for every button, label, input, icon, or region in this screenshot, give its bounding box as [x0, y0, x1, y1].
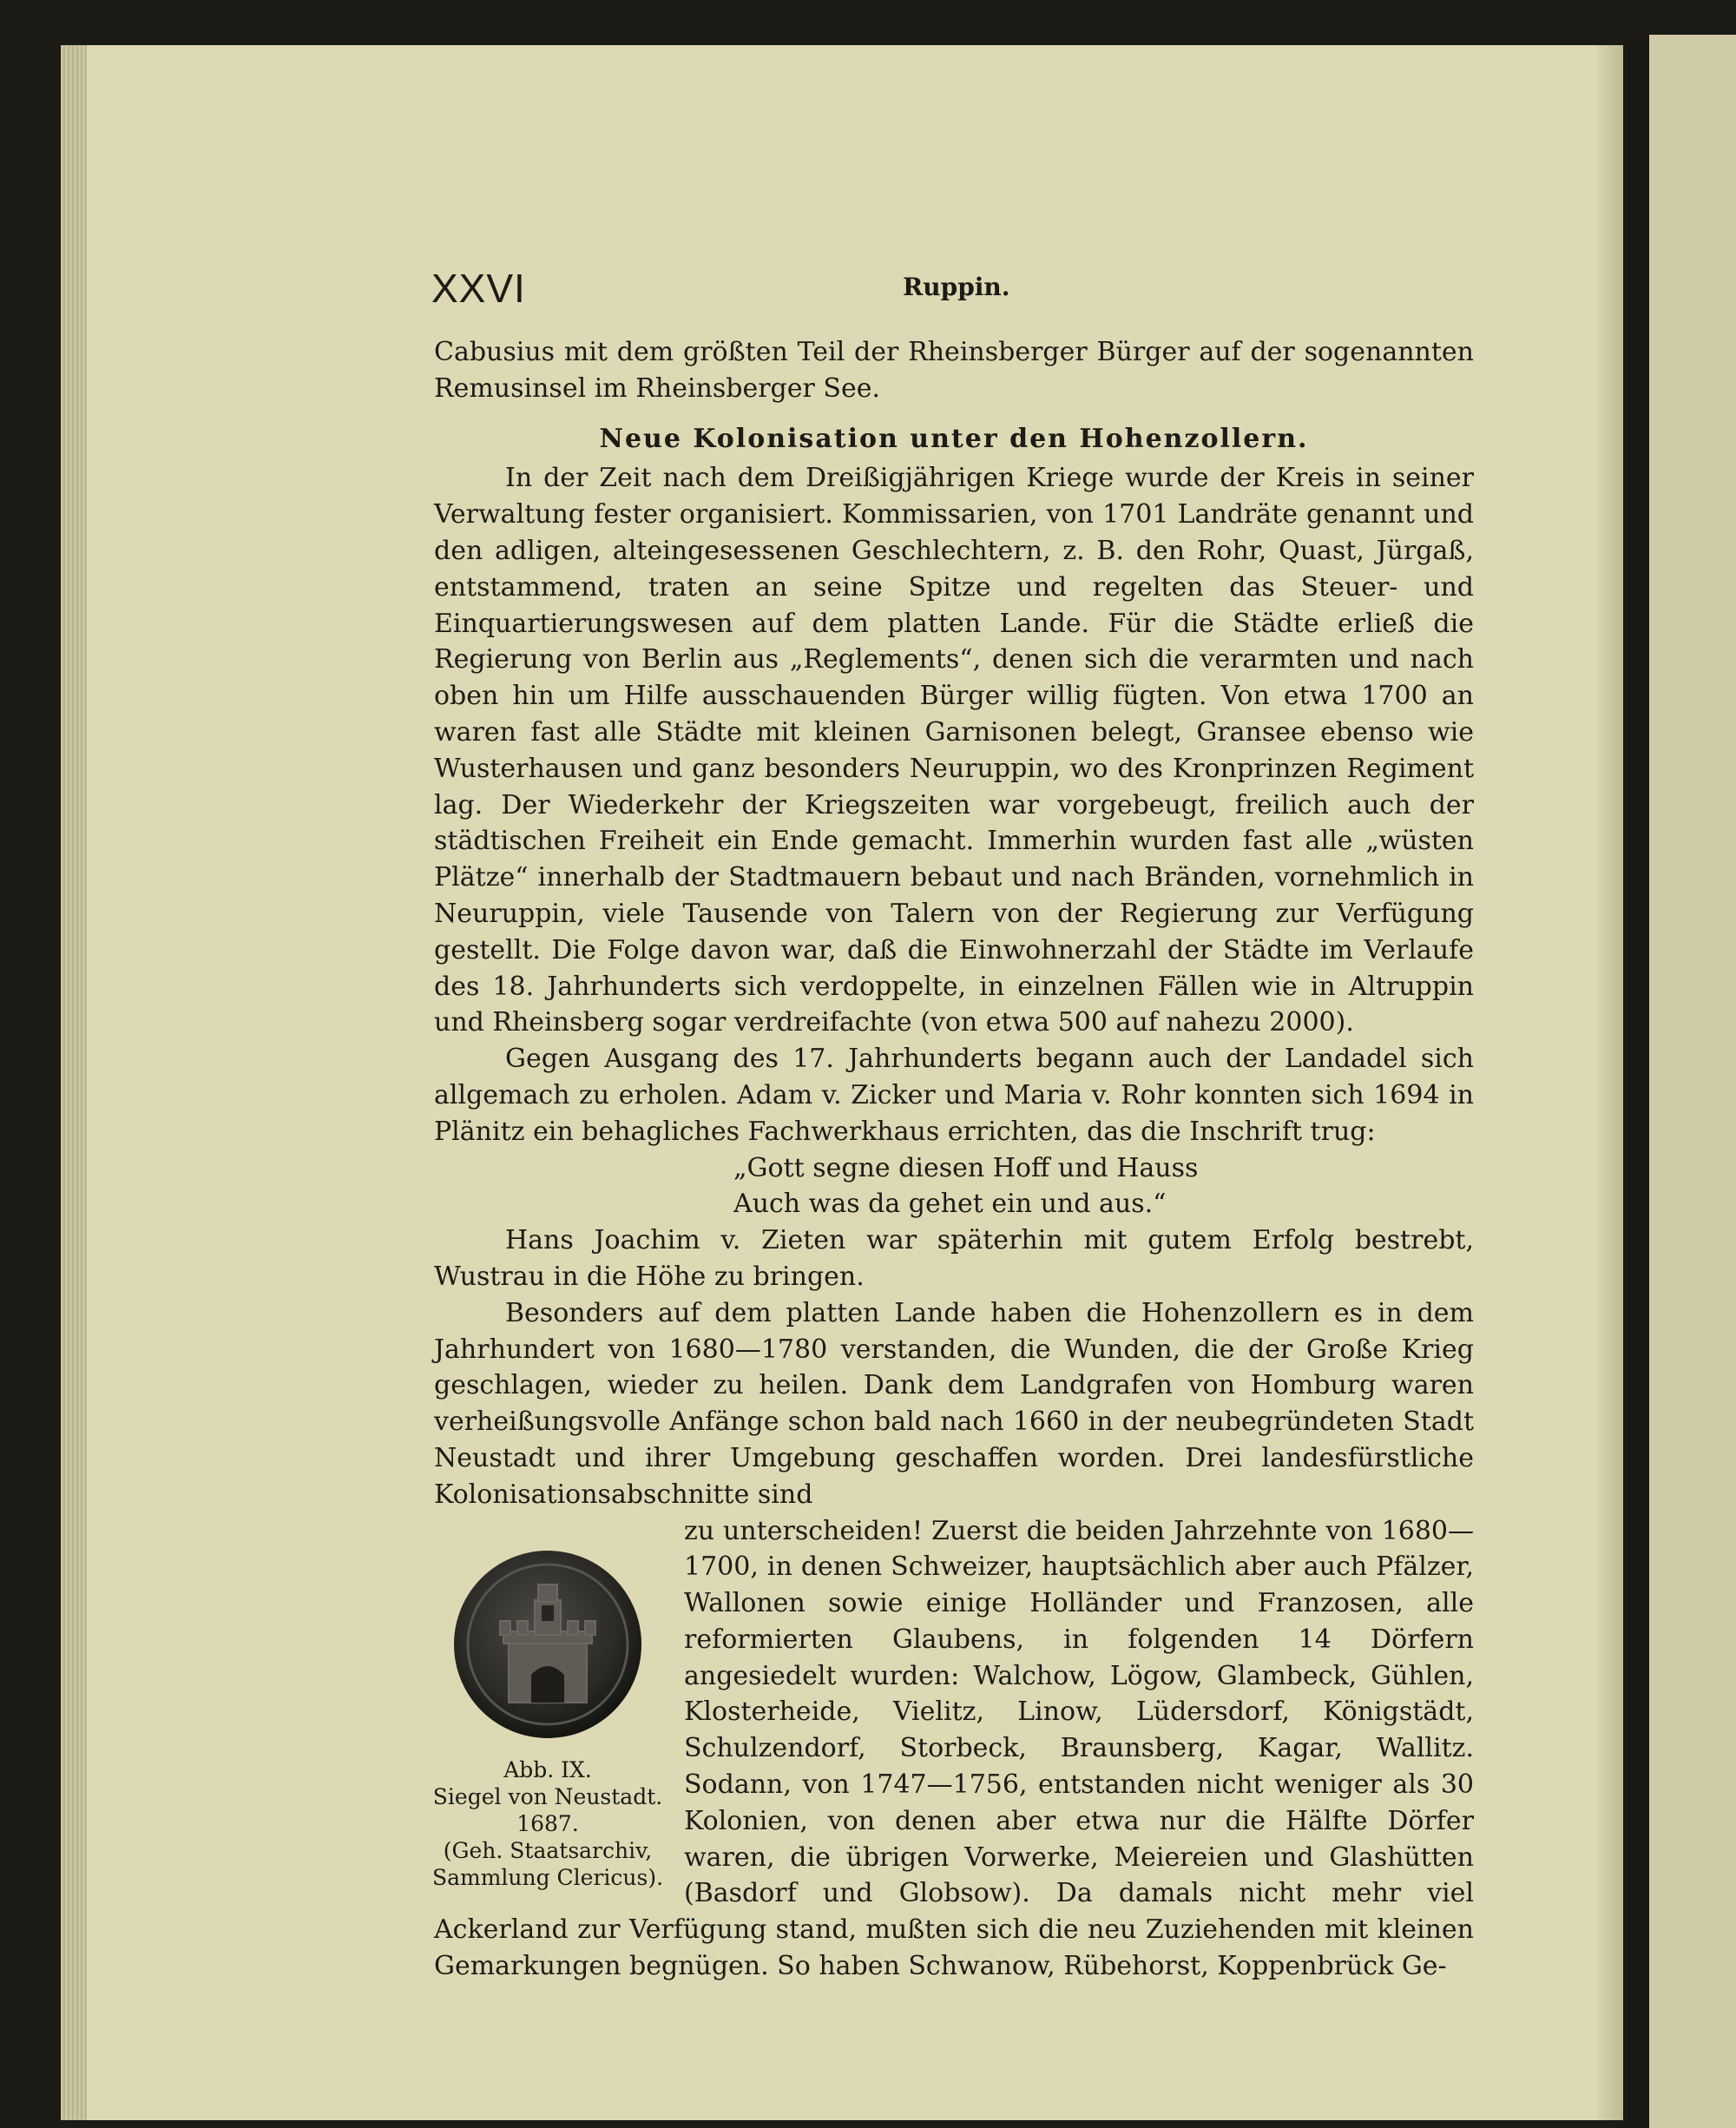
seal-image [451, 1548, 644, 1741]
paragraph: Hans Joachim v. Zieten war späterhin mit gutem Erfolg bestrebt, Wustrau in die Höhe zu bringen. [434, 1225, 1474, 1292]
figure-caption: Siegel von Neustadt. [432, 1783, 663, 1809]
page-body [431, 334, 1474, 1985]
paragraph-wrapped: zu unterscheiden! Zuerst die beiden Jahrzehnte von 1680—1700, in denen Schweizer, hauptsächlich aber auch Pfälzer, Wallonen sowie einige Holländer und Franzosen, alle reformierten Glaubens, in folgenden 14 Dörfern angesiedelt wurden: Walchow, Lögow, Glambeck, Gühlen, Klosterheide, Vielitz, Linow, Lüdersdorf, Königstädt, Schulzendorf, Storbeck, Braunsberg, Kagar, Wallitz. Sodann, von 1747—1756, entstanden nicht weniger als 30 Kolonien, von denen aber etwa nur die Hälfte Dörfer waren, die übrigen Vorwerke, Meiereien und Glashütten (Basdorf und Globsow). Da damals nicht mehr viel Ackerland zur Verfügung stand, mußten sich die neu Zuziehenden mit kleinen Gemarkungen begnügen. So haben Schwanow, Rübehorst, Koppenbrück Ge- [434, 1515, 1474, 1982]
figure-source: Sammlung Clericus). [431, 1864, 664, 1890]
facing-page-edge [1623, 35, 1736, 2128]
paragraph: Gegen Ausgang des 17. Jahrhunderts begann auch der Landadel sich allgemach zu erholen. Adam v. Zicker und Maria v. Rohr konnten sich 1694 in Plänitz ein behagliches Fachwerkhaus errichten, das die Inschrift trug: [434, 1044, 1474, 1147]
inscription-line: „Gott segne diesen Hoff und Hauss [733, 1152, 1199, 1183]
page-number: XXVI [431, 266, 526, 311]
inscription-line: Auch was da gehet ein und aus.“ [733, 1189, 1167, 1220]
section-heading: Neue Kolonisation unter den Hohenzollern. [599, 423, 1309, 454]
figure-seal [431, 1513, 665, 1891]
paragraph: Besonders auf dem platten Lande haben die Hohenzollern es in dem Jahrhundert von 1680—1780 verstanden, die Wunden, die der Große Krieg geschlagen, wieder zu heilen. Dank dem Landgrafen von Homburg waren verheißungsvolle Anfänge schon bald nach 1660 in der neubegründeten Stadt Neustadt und ihrer Umgebung geschaffen worden. Drei landesfürstliche Kolonisationsabschnitte sind [434, 1297, 1474, 1510]
figure-label: Abb. IX. [503, 1756, 592, 1782]
figure-date: 1687. [516, 1810, 579, 1836]
running-title: Ruppin. [903, 273, 1010, 301]
book-gutter [1597, 45, 1623, 2120]
figure-source: (Geh. Staatsarchiv, [443, 1837, 653, 1863]
paragraph: In der Zeit nach dem Dreißigjährigen Kriege wurde der Kreis in seiner Verwaltung fester organisiert. Kommissarien, von 1701 Landräte genannt und den adligen, alteingesessenen Geschlechtern, z. B. den Rohr, Quast, Jürgaß, entstammend, traten an seine Spitze und regelten das Steuer- und Einquartierungswesen auf dem platten Lande. Für die Städte erließ die Regierung von Berlin aus „Reglements“, denen sich die verarmten und nach oben hin um Hilfe ausschauenden Bürger willig fügten. Von etwa 1700 an waren fast alle Städte mit kleinen Garnisonen belegt, Gransee ebenso wie Wusterhausen und ganz besonders Neuruppin, wo des Kronprinzen Regiment lag. Der Wiederkehr der Kriegszeiten war vorgebeugt, freilich auch der städtischen Freiheit ein Ende gemacht. Immerhin wurden fast alle „wüsten Plätze“ innerhalb der Stadtmauern bebaut und nach Bränden, vornehmlich in Neuruppin, viele Tausende von Talern von der Regierung zur Verfügung gestellt. Die Folge davon war, daß die Einwohnerzahl der Städte im Verlaufe des 18. Jahrhunderts sich verdoppelte, in einzelnen Fällen wie in Altruppin und Rheinsberg sogar verdreifachte (von etwa 500 auf nahezu 2000). [434, 463, 1474, 1038]
paragraph-continuation: Cabusius mit dem größten Teil der Rheinsberger Bürger auf der sogenannten Remusinsel im Rheinsberger See. [434, 337, 1474, 404]
